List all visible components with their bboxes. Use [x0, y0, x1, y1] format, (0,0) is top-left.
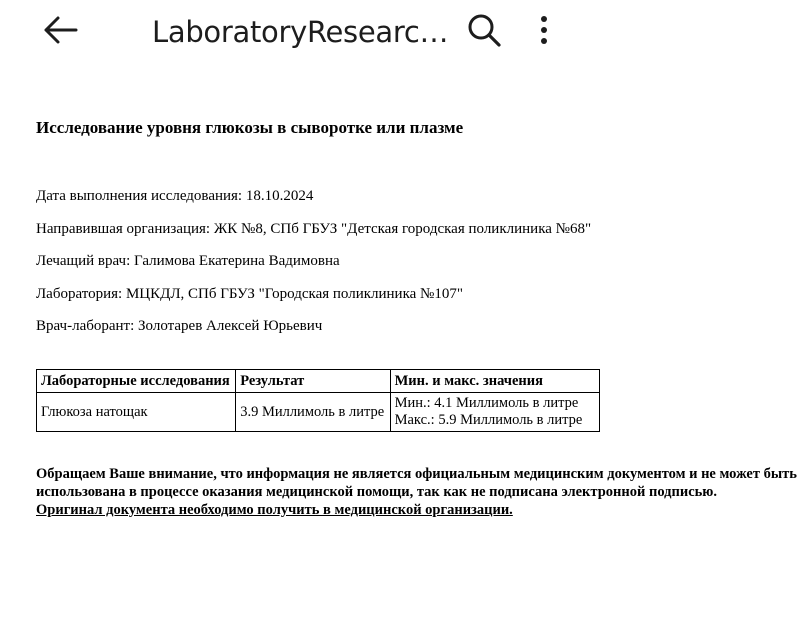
info-organization: [36, 219, 591, 239]
info-lab-doctor: [36, 316, 322, 336]
notice-line-2: использована в процессе оказания медицинской помощи, так как не подписана электронной подписью.: [36, 484, 718, 500]
info-doctor-label: Лечащий врач:: [36, 253, 131, 269]
header-range: Мин. и макс. значения: [390, 370, 599, 393]
info-laboratory-label: Лаборатория:: [36, 286, 123, 302]
info-lab-doctor-value: Золотарев Алексей Юрьевич: [138, 318, 323, 334]
cell-range: [390, 393, 599, 432]
header-result: Результат: [236, 370, 390, 393]
notice-line-3: Оригинал документа необходимо получить в медицинской организации.: [36, 502, 513, 518]
info-laboratory-value: МЦКДЛ, СПб ГБУЗ "Городская поликлиника №107": [125, 286, 463, 302]
results-table: [36, 369, 600, 432]
info-date: [36, 186, 313, 206]
info-lab-doctor-label: Врач-лаборант:: [36, 318, 135, 334]
info-organization-label: Направившая организация:: [36, 221, 211, 237]
table-row: [37, 393, 600, 432]
info-doctor-value: Галимова Екатерина Вадимовна: [134, 253, 340, 269]
range-min: Мин.: 4.1 Миллимоль в литре: [394, 395, 579, 411]
info-date-label: Дата выполнения исследования:: [36, 188, 243, 204]
disclaimer-notice: [36, 465, 797, 519]
notice-line-1: Обращаем Ваше внимание, что информация не является официальным медицинским документом и не может быть: [36, 466, 797, 482]
cell-result: 3.9 Миллимоль в литре: [236, 393, 390, 432]
app-title: LaboratoryResearc…: [152, 15, 449, 49]
info-organization-value: ЖК №8, СПб ГБУЗ "Детская городская поликлиника №68": [213, 221, 592, 237]
document-title: Исследование уровня глюкозы в сыворотке или плазме: [36, 118, 464, 137]
info-date-value: 18.10.2024: [245, 188, 314, 204]
range-max: Макс.: 5.9 Миллимоль в литре: [394, 412, 583, 428]
info-laboratory: [36, 284, 463, 304]
table-header-row: [37, 370, 600, 393]
header-tests: Лабораторные исследования: [37, 370, 236, 393]
cell-test-name: Глюкоза натощак: [37, 393, 236, 432]
info-doctor: [36, 251, 340, 271]
document-view: [36, 0, 797, 643]
